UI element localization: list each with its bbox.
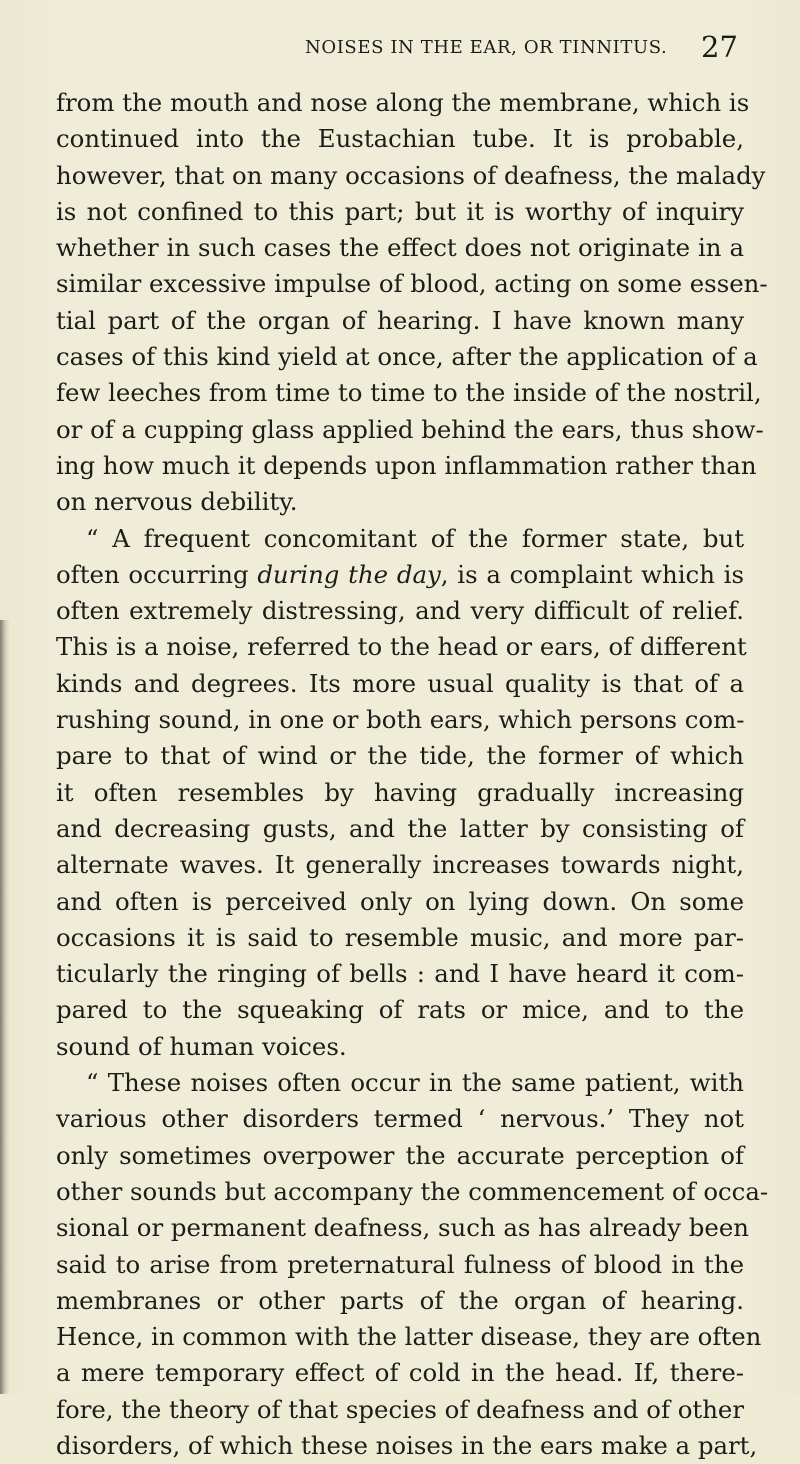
text-line: sional or permanent deafness, such as has already been [56,1213,749,1243]
text-line: similar excessive impulse of blood, acting on some essen- [56,269,768,299]
text-line: is not confined to this part; but it is worthy of inquiry [56,196,744,226]
text-line [56,557,744,593]
text-line: however, that on many occasions of deafness, the malady [56,160,766,190]
text-segment: , is a complaint which is [440,559,744,589]
text-line: fore, the theory of that species of deafness and of other [56,1394,745,1424]
text-line: few leeches from time to time to the inside of the nostril, [56,378,762,408]
text-line: kinds and degrees. Its more usual quality is that of a [56,668,744,698]
text-line: membranes or other parts of the organ of hearing. [56,1285,744,1315]
text-line: This is a noise, referred to the head or ears, of different [56,632,747,662]
text-line: a mere temporary effect of cold in the head. If, there- [56,1358,744,1388]
text-line: often extremely distressing, and very difficult of relief. [56,596,744,626]
text-line: various other disorders termed ‘ nervous.’ They not [56,1104,744,1134]
text-line: ing how much it depends upon inflammation rather than [56,450,757,480]
text-line: or of a cupping glass applied behind the ears, thus show- [56,414,764,444]
text-line: only sometimes overpower the accurate perception of [56,1140,744,1170]
text-line: disorders, of which these noises in the ears make a part, [56,1430,758,1460]
text-line: sound of human voices. [56,1031,347,1061]
text-segment: often occurring [56,559,258,589]
text-line: “ A frequent concomitant of the former state, but [86,523,744,553]
text-line: rushing sound, in one or both ears, which persons com- [56,705,745,735]
text-line: it often resembles by having gradually increasing [56,777,744,807]
running-head: NOISES IN THE EAR, OR TINNITUS. [305,37,668,58]
text-line: on nervous debility. [56,487,298,517]
text-line: Hence, in common with the latter disease, they are often [56,1322,762,1352]
text-line: whether in such cases the effect does not originate in a [56,233,744,263]
text-line: alternate waves. It generally increases towards night, [56,850,744,880]
text-line: “ These noises often occur in the same patient, with [86,1068,744,1098]
text-line: and often is perceived only on lying down. On some [56,886,744,916]
text-line: other sounds but accompany the commencement of occa- [56,1176,769,1206]
text-line: pare to that of wind or the tide, the former of which [56,741,744,771]
text-line: said to arise from preternatural fulness of blood in the [56,1249,744,1279]
text-line: ticularly the ringing of bells : and I have heard it com- [56,959,744,989]
page-header [0,30,800,74]
text-line: pared to the squeaking of rats or mice, and to the [56,995,744,1025]
page-number: 27 [701,30,738,64]
body-text [56,85,769,1464]
text-line: from the mouth and nose along the membrane, which is [56,88,750,117]
italic-phrase: during the day [257,559,441,589]
text-line: and decreasing gusts, and the latter by consisting of [56,813,744,843]
page-gutter-shadow [0,620,10,1394]
text-line: cases of this kind yield at once, after the application of a [56,342,758,372]
text-line: tial part of the organ of hearing. I have known many [56,305,744,335]
text-line: continued into the Eustachian tube. It is probable, [56,124,744,154]
text-line: occasions it is said to resemble music, and more par- [56,922,744,952]
